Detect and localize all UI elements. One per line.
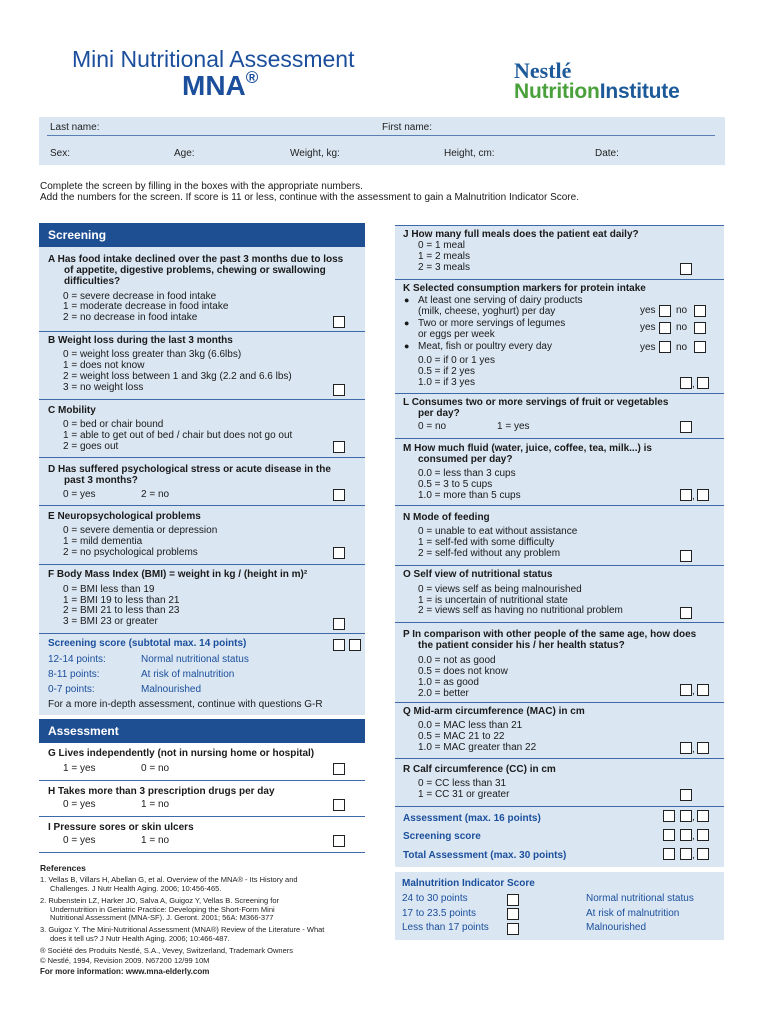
- decimal-comma: ,: [692, 686, 695, 697]
- option-r-1: 1 = CC 31 or greater: [418, 789, 510, 800]
- divider: [395, 505, 724, 506]
- question-p-line1: P In comparison with other people of the same age, how does: [403, 629, 697, 640]
- mis-box-3[interactable]: [507, 923, 519, 935]
- divider: [39, 505, 365, 506]
- screening-header: Screening: [39, 223, 365, 247]
- option-g-1: 1 = yes: [63, 763, 96, 774]
- option-k-0: 0.0 = if 0 or 1 yes: [418, 355, 495, 366]
- bullet-icon: ●: [404, 295, 410, 305]
- score-box-b[interactable]: [333, 384, 345, 396]
- k-item-2-yes: yes: [640, 322, 656, 333]
- intro-line-1: Complete the screen by filling in the boxes with the appropriate numbers.: [40, 181, 363, 192]
- score-box-n[interactable]: [680, 550, 692, 562]
- k-item-1-line1: At least one serving of dairy products: [418, 295, 583, 306]
- option-b-1: 1 = does not know: [63, 360, 145, 371]
- option-n-1: 1 = self-fed with some difficulty: [418, 537, 555, 548]
- question-l-line2: per day?: [418, 408, 460, 419]
- question-l-line1: L Consumes two or more servings of fruit or vegetables: [403, 397, 669, 408]
- screening-score-box-2[interactable]: [349, 639, 361, 651]
- option-c-1: 1 = able to get out of bed / chair but does not go out: [63, 430, 293, 441]
- option-j-2: 2 = 3 meals: [418, 262, 470, 273]
- logo-nutrition: Nutrition: [514, 80, 600, 103]
- question-d-line2: past 3 months?: [64, 475, 138, 486]
- reference-1a: 1. Vellas B, Villars H, Abellan G, et al. Overview of the MNA® - Its History and: [40, 875, 298, 884]
- option-l-1: 1 = yes: [497, 421, 530, 432]
- page-subtitle: [182, 70, 258, 102]
- divider: [39, 816, 365, 817]
- score-box-p-2[interactable]: [697, 684, 709, 696]
- first-name-field[interactable]: First name:: [382, 122, 433, 133]
- option-o-2: 2 = views self as having no nutritional problem: [418, 605, 623, 616]
- divider: [39, 399, 365, 400]
- mis-range-2: 17 to 23.5 points: [402, 908, 476, 919]
- divider: [395, 279, 724, 280]
- option-k-2: 1.0 = if 3 yes: [418, 377, 475, 388]
- decimal-comma: ,: [692, 850, 695, 861]
- more-info-link[interactable]: For more information: www.mna-elderly.com: [40, 967, 210, 976]
- logo-institute: Institute: [599, 80, 680, 103]
- score-box-k-2[interactable]: [697, 377, 709, 389]
- bullet-icon: ●: [404, 341, 410, 351]
- decimal-comma: ,: [692, 831, 695, 842]
- decimal-comma: ,: [692, 744, 695, 755]
- k-item-1-line2: (milk, cheese, yoghurt) per day: [418, 306, 556, 317]
- option-e-2: 2 = no psychological problems: [63, 547, 198, 558]
- question-k: K Selected consumption markers for protein intake: [403, 283, 646, 294]
- assessment-header: Assessment: [39, 719, 365, 743]
- option-j-0: 0 = 1 meal: [418, 240, 465, 251]
- question-f: F Body Mass Index (BMI) = weight in kg / (height in m)²: [48, 569, 308, 580]
- decimal-comma: ,: [692, 491, 695, 502]
- divider: [39, 633, 365, 634]
- divider: [395, 758, 724, 759]
- divider: [39, 331, 365, 332]
- sex-field[interactable]: Sex:: [50, 148, 71, 159]
- page-title: Mini Nutritional Assessment: [72, 46, 355, 72]
- divider: [39, 780, 365, 781]
- logo-nestle: Nestlé: [514, 58, 572, 83]
- option-p-0: 0.0 = not as good: [418, 655, 496, 666]
- continue-note: For a more in-depth assessment, continue with questions G-R: [48, 699, 323, 710]
- option-b-2: 2 = weight loss between 1 and 3kg (2.2 and 6.6 lbs): [63, 371, 292, 382]
- mis-range-1: 24 to 30 points: [402, 893, 468, 904]
- option-p-2: 1.0 = as good: [418, 677, 479, 688]
- assessment-max-label: Assessment (max. 16 points): [403, 813, 541, 824]
- k-item-2-yes-box[interactable]: [659, 322, 671, 334]
- registered-mark: ®: [245, 68, 259, 87]
- question-p-line2: the patient consider his / her health status?: [418, 640, 625, 651]
- assessment-total-box-1[interactable]: [663, 810, 675, 822]
- range-status-2: At risk of malnutrition: [141, 669, 235, 680]
- score-box-q-1[interactable]: [680, 742, 692, 754]
- divider: [395, 438, 724, 439]
- decimal-comma: ,: [692, 812, 695, 823]
- option-p-3: 2.0 = better: [418, 688, 469, 699]
- question-q: Q Mid-arm circumference (MAC) in cm: [403, 706, 585, 717]
- option-b-3: 3 = no weight loss: [63, 382, 144, 393]
- k-item-3-no: no: [676, 342, 688, 353]
- range-points-2: 8-11 points:: [48, 669, 100, 680]
- score-box-r[interactable]: [680, 789, 692, 801]
- option-f-1: 1 = BMI 19 to less than 21: [63, 595, 180, 606]
- option-c-0: 0 = bed or chair bound: [63, 419, 164, 430]
- score-box-e[interactable]: [333, 547, 345, 559]
- option-b-0: 0 = weight loss greater than 3kg (6.6lbs): [63, 349, 242, 360]
- option-h-1: 1 = no: [141, 799, 170, 810]
- score-box-j[interactable]: [680, 263, 692, 275]
- bullet-icon: ●: [404, 318, 410, 328]
- divider: [395, 702, 724, 703]
- option-e-1: 1 = mild dementia: [63, 536, 143, 547]
- score-box-f[interactable]: [333, 618, 345, 630]
- date-field[interactable]: Date:: [595, 148, 619, 159]
- question-a-line3: difficulties?: [64, 276, 121, 287]
- range-status-3: Malnourished: [141, 684, 202, 695]
- option-d-0: 0 = yes: [63, 489, 96, 500]
- score-box-m-2[interactable]: [697, 489, 709, 501]
- k-item-2-line2: or eggs per week: [418, 329, 495, 340]
- divider: [39, 564, 365, 565]
- option-f-0: 0 = BMI less than 19: [63, 584, 155, 595]
- question-c: C Mobility: [48, 405, 96, 416]
- assessment-total-box-3[interactable]: [697, 810, 709, 822]
- option-m-0: 0.0 = less than 3 cups: [418, 468, 516, 479]
- option-p-1: 0.5 = does not know: [418, 666, 508, 677]
- divider: [395, 806, 724, 807]
- mis-status-3: Malnourished: [586, 922, 647, 933]
- last-name-field[interactable]: Last name:: [50, 122, 100, 133]
- score-box-l[interactable]: [680, 421, 692, 433]
- option-i-0: 0 = yes: [63, 835, 96, 846]
- score-box-g[interactable]: [333, 763, 345, 775]
- screening-score-label: Screening score (subtotal max. 14 points): [48, 638, 247, 649]
- divider: [395, 622, 724, 623]
- question-r: R Calf circumference (CC) in cm: [403, 764, 556, 775]
- k-item-3: Meat, fish or poultry every day: [418, 341, 552, 352]
- references-title: References: [40, 863, 86, 873]
- screening-total-box-3[interactable]: [697, 829, 709, 841]
- copyright-note: © Nestlé, 1994, Revision 2009. N67200 12/99 10M: [40, 956, 210, 965]
- reference-1b: Challenges. J Nutr Health Aging. 2006; 10:456-465.: [50, 884, 222, 893]
- screening-score-box-1[interactable]: [333, 639, 345, 651]
- mis-status-2: At risk of malnutrition: [586, 908, 680, 919]
- range-status-1: Normal nutritional status: [141, 654, 249, 665]
- option-f-2: 2 = BMI 21 to less than 23: [63, 605, 180, 616]
- divider: [395, 565, 724, 566]
- question-o: O Self view of nutritional status: [403, 569, 553, 580]
- grand-total-box-1[interactable]: [663, 848, 675, 860]
- score-box-p-1[interactable]: [680, 684, 692, 696]
- assessment-total-box-2[interactable]: [680, 810, 692, 822]
- question-d-line1: D Has suffered psychological stress or acute disease in the: [48, 464, 331, 475]
- score-box-i[interactable]: [333, 835, 345, 847]
- score-box-k-1[interactable]: [680, 377, 692, 389]
- score-box-m-1[interactable]: [680, 489, 692, 501]
- screening-score-total-label: Screening score: [403, 831, 481, 842]
- k-item-2-line1: Two or more servings of legumes: [418, 318, 566, 329]
- question-i: I Pressure sores or skin ulcers: [48, 822, 194, 833]
- age-field[interactable]: Age:: [174, 148, 195, 159]
- mis-box-1[interactable]: [507, 894, 519, 906]
- screening-total-box-2[interactable]: [680, 829, 692, 841]
- k-item-3-yes: yes: [640, 342, 656, 353]
- divider: [39, 457, 365, 458]
- score-box-o[interactable]: [680, 607, 692, 619]
- question-j: J How many full meals does the patient eat daily?: [403, 229, 639, 240]
- question-a-line2: of appetite, digestive problems, chewing or swallowing: [64, 265, 326, 276]
- question-n: N Mode of feeding: [403, 512, 490, 523]
- weight-field[interactable]: Weight, kg:: [290, 148, 340, 159]
- question-e: E Neuropsychological problems: [48, 511, 201, 522]
- option-a-0: 0 = severe decrease in food intake: [63, 291, 217, 302]
- reference-2b: Undernutrition in Geriatric Practice: Developing the Short-Form Mini: [50, 905, 275, 914]
- height-field[interactable]: Height, cm:: [444, 148, 495, 159]
- reference-2a: 2. Rubenstein LZ, Harker JO, Salva A, Guigoz Y, Vellas B. Screening for: [40, 896, 280, 905]
- option-h-0: 0 = yes: [63, 799, 96, 810]
- option-a-2: 2 = no decrease in food intake: [63, 312, 198, 323]
- option-a-1: 1 = moderate decrease in food intake: [63, 301, 229, 312]
- reference-3a: 3. Guigoz Y. The Mini-Nutritional Assessment (MNA®) Review of the Literature - What: [40, 925, 325, 934]
- option-q-0: 0.0 = MAC less than 21: [418, 720, 523, 731]
- k-item-1-yes-box[interactable]: [659, 305, 671, 317]
- option-r-0: 0 = CC less than 31: [418, 778, 507, 789]
- option-f-3: 3 = BMI 23 or greater: [63, 616, 158, 627]
- score-box-c[interactable]: [333, 441, 345, 453]
- k-item-3-yes-box[interactable]: [659, 341, 671, 353]
- divider: [39, 852, 365, 853]
- k-item-3-no-box[interactable]: [694, 341, 706, 353]
- question-h: H Takes more than 3 prescription drugs per day: [48, 786, 275, 797]
- option-j-1: 1 = 2 meals: [418, 251, 470, 262]
- mis-title: Malnutrition Indicator Score: [402, 878, 535, 889]
- option-k-1: 0.5 = if 2 yes: [418, 366, 475, 377]
- option-n-0: 0 = unable to eat without assistance: [418, 526, 578, 537]
- option-m-1: 0.5 = 3 to 5 cups: [418, 479, 493, 490]
- grand-total-box-3[interactable]: [697, 848, 709, 860]
- k-item-2-no-box[interactable]: [694, 322, 706, 334]
- mis-range-3: Less than 17 points: [402, 922, 489, 933]
- k-item-1-yes: yes: [640, 305, 656, 316]
- option-o-0: 0 = views self as being malnourished: [418, 584, 582, 595]
- option-i-1: 1 = no: [141, 835, 170, 846]
- option-l-0: 0 = no: [418, 421, 447, 432]
- option-m-2: 1.0 = more than 5 cups: [418, 490, 521, 501]
- option-e-0: 0 = severe dementia or depression: [63, 525, 218, 536]
- trademark-note: ® Société des Produits Nestlé, S.A., Vevey, Switzerland, Trademark Owners: [40, 946, 293, 955]
- divider: [47, 135, 715, 136]
- reference-2c: Nutritional Assessment (MNA-SF). J. Geront. 2001; 56A: M366-377: [50, 913, 274, 922]
- option-g-0: 0 = no: [141, 763, 170, 774]
- question-m-line2: consumed per day?: [418, 454, 513, 465]
- logo-nutrition-institute: [514, 80, 680, 104]
- range-points-1: 12-14 points:: [48, 654, 106, 665]
- k-item-1-no: no: [676, 305, 688, 316]
- mis-status-1: Normal nutritional status: [586, 893, 694, 904]
- score-box-d[interactable]: [333, 489, 345, 501]
- range-points-3: 0-7 points:: [48, 684, 95, 695]
- option-c-2: 2 = goes out: [63, 441, 119, 452]
- score-box-a[interactable]: [333, 316, 345, 328]
- reference-3b: does it tell us? J Nutr Health Aging. 2006; 10:466-487.: [50, 934, 230, 943]
- k-item-1-no-box[interactable]: [694, 305, 706, 317]
- question-g: G Lives independently (not in nursing home or hospital): [48, 748, 315, 759]
- intro-line-2: Add the numbers for the screen. If score is 11 or less, continue with the assessment to gain a Malnutrition Indicator Score.: [40, 192, 579, 203]
- option-q-1: 0.5 = MAC 21 to 22: [418, 731, 505, 742]
- option-d-2: 2 = no: [141, 489, 170, 500]
- score-box-q-2[interactable]: [697, 742, 709, 754]
- mis-box-2[interactable]: [507, 908, 519, 920]
- option-n-2: 2 = self-fed without any problem: [418, 548, 561, 559]
- question-m-line1: M How much fluid (water, juice, coffee, tea, milk...) is: [403, 443, 652, 454]
- grand-total-box-2[interactable]: [680, 848, 692, 860]
- divider: [395, 393, 724, 394]
- decimal-comma: ,: [692, 379, 695, 390]
- option-q-2: 1.0 = MAC greater than 22: [418, 742, 537, 753]
- question-b: B Weight loss during the last 3 months: [48, 335, 233, 346]
- screening-total-box-1[interactable]: [663, 829, 675, 841]
- total-assessment-label: Total Assessment (max. 30 points): [403, 850, 567, 861]
- mna-text: MNA: [182, 70, 246, 101]
- score-box-h[interactable]: [333, 799, 345, 811]
- option-o-1: 1 = is uncertain of nutritional state: [418, 595, 568, 606]
- patient-info-box: [39, 117, 725, 165]
- question-a-line1: A Has food intake declined over the past 3 months due to loss: [48, 254, 344, 265]
- divider: [395, 225, 724, 226]
- k-item-2-no: no: [676, 322, 688, 333]
